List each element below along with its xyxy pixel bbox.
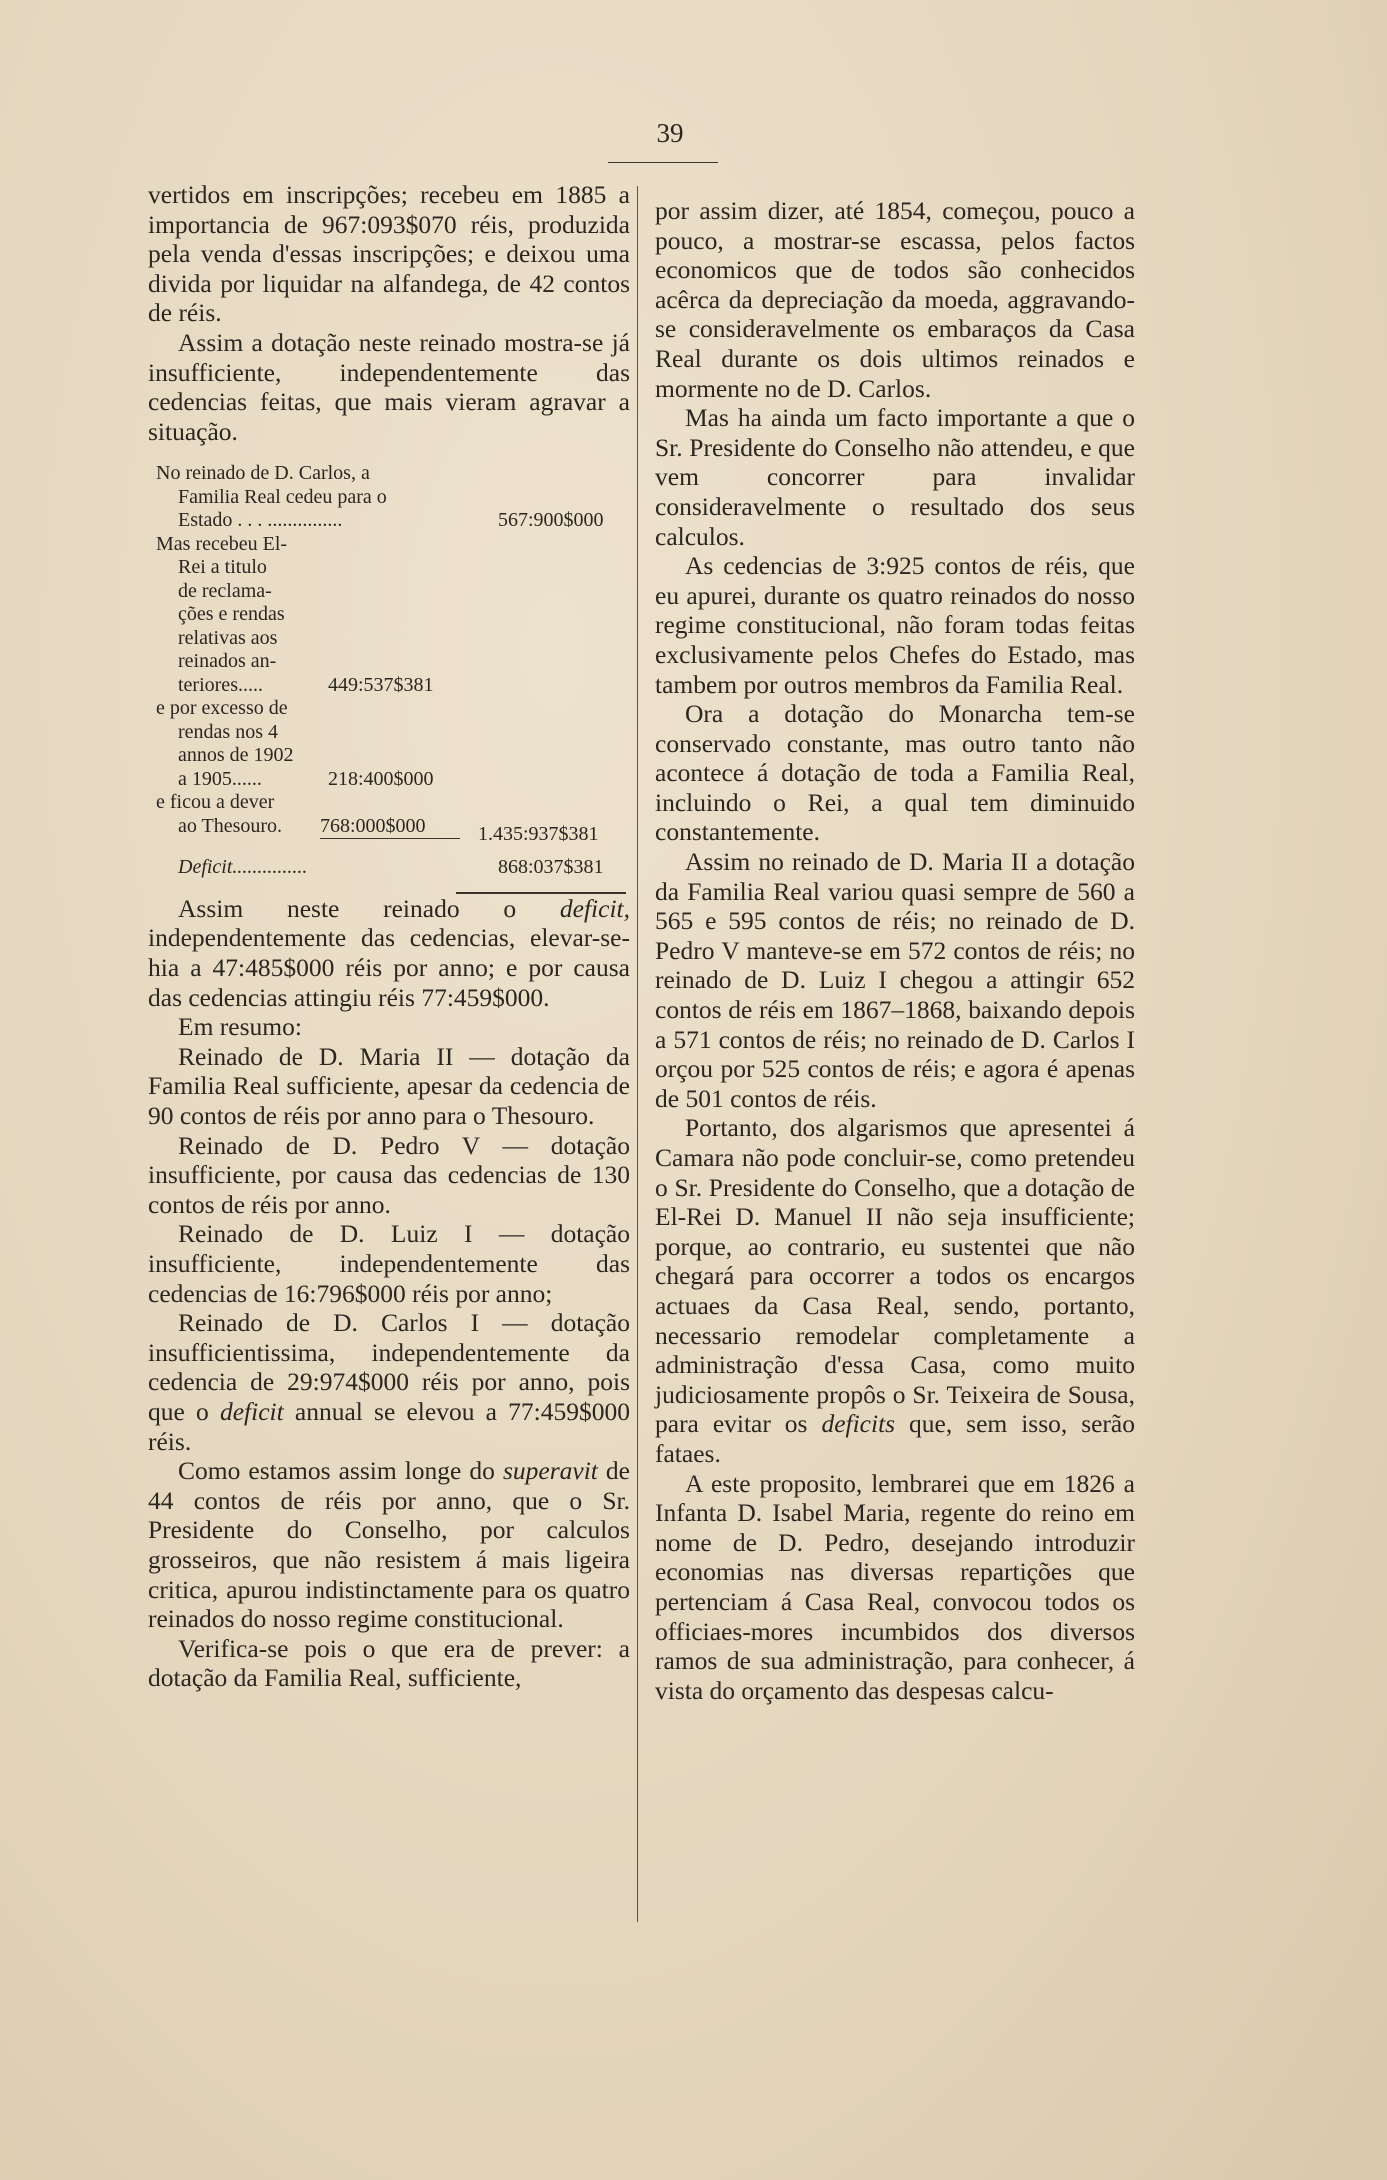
right-column — [655, 196, 1135, 1705]
left-column — [148, 180, 630, 1693]
account-value: 218:400$000 — [328, 767, 434, 790]
account-text: e por excesso de — [156, 697, 288, 720]
paragraph: As cedencias de 3:925 contos de réis, que eu apurei, durante os quatro reinados do nosso regime constitucional, não foram todas feitas exclusivamente pelos Chefes do Estado, mas tambem por outros membros da Familia Real. — [655, 551, 1135, 699]
deficit-label: Deficit............... — [178, 856, 308, 879]
account-text: Familia Real cedeu para o — [178, 485, 387, 508]
account-text: Rei a titulo — [178, 556, 267, 579]
account-text: de reclama- — [178, 579, 272, 602]
account-value: 449:537$381 — [328, 673, 434, 696]
account-value: 768:000$000 — [320, 815, 460, 840]
account-text: reinados an- — [178, 650, 277, 673]
account-text: ao Thesouro. — [178, 814, 283, 837]
paragraph: Mas ha ainda um facto importante a que o Sr. Presidente do Conselho não attendeu, e que vem concorrer para invalidar consideravelmente o resultado dos seus calculos. — [655, 403, 1135, 551]
account-text: ções e rendas — [178, 603, 285, 626]
account-text: relativas aos — [178, 626, 278, 649]
paragraph: Em resumo: — [178, 1012, 302, 1042]
column-divider — [637, 186, 638, 1922]
paragraph: Reinado de D. Maria II — dotação da Familia Real sufficiente, apesar da cedencia de 90 contos de réis por anno para o Thesouro. — [148, 1041, 630, 1130]
account-text: No reinado de D. Carlos, a — [156, 462, 370, 485]
paragraph: Reinado de D. Pedro V — dotação insufficiente, por causa das cedencias de 130 contos de réis por anno. — [148, 1130, 630, 1219]
account-text: a 1905...... — [178, 767, 262, 790]
paragraph: Portanto, dos algarismos que apresentei á Camara não pode concluir-se, como pretendeu o Sr. Presidente do Conselho, que a dotação de El-Rei D. Manuel II não seja insufficiente; porque, ao contrario, eu sustentei que não chegará para occorrer a todos os encargos actuaes da Casa Real, sendo, portanto, necessario remodelar completamente a administração d'essa Casa, como muito judiciosamente propôs o Sr. Teixeira de Sousa, para evitar os deficits que, sem isso, serão fataes. — [655, 1113, 1135, 1468]
paragraph: Reinado de D. Luiz I — dotação insufficiente, independentemente das cedencias de 16:796$000 réis por anno; — [148, 1219, 630, 1308]
paragraph: vertidos em inscripções; recebeu em 1885 a importancia de 967:093$070 réis, produzida pela venda d'essas inscripções; e deixou uma divida por liquidar na alfandega, de 42 contos de réis. — [148, 180, 630, 328]
page-number: 39 — [656, 118, 684, 148]
account-text: rendas nos 4 — [178, 720, 278, 743]
total-rule — [456, 892, 626, 894]
deficit-value: 868:037$381 — [498, 856, 604, 879]
page-number-rule — [608, 162, 718, 163]
account-text: annos de 1902 — [178, 744, 294, 767]
paragraph: Verifica-se pois o que era de prever: a dotação da Familia Real, sufficiente, — [148, 1633, 630, 1693]
account-text: e ficou a dever — [156, 791, 275, 814]
paragraph: Reinado de D. Carlos I — dotação insufficientissima, independentemente da cedencia de 29:974$000 réis por anno, pois que o deficit annual se elevou a 77:459$000 réis. — [148, 1308, 630, 1456]
account-total: 1.435:937$381 — [478, 822, 599, 845]
accounts-table — [148, 462, 630, 880]
paragraph: A este proposito, lembrarei que em 1826 a Infanta D. Isabel Maria, regente do reino em nome de D. Pedro, desejando introduzir economias nas diversas repartições que pertenciam á Casa Real, convocou todos os officiaes-mores incumbidos dos diversos ramos de sua administração, para conhecer, á vista do orçamento das despesas calcu- — [655, 1468, 1135, 1705]
paragraph: Como estamos assim longe do superavit de 44 contos de réis por anno, que o Sr. Presidente do Conselho, por calculos grosseiros, que não resistem á mais ligeira critica, apurou indistinctamente para os quatro reinados do nosso regime constitucional. — [148, 1456, 630, 1634]
paragraph: por assim dizer, até 1854, começou, pouco a pouco, a mostrar-se escassa, pelos factos economicos que de todos são conhecidos acêrca da depreciação da moeda, aggravando-se consideravelmente os embaraços da Casa Real durante os dois ultimos reinados e mormente no de D. Carlos. — [655, 196, 1135, 403]
paragraph: Assim no reinado de D. Maria II a dotação da Familia Real variou quasi sempre de 560 a 565 e 595 contos de réis; no reinado de D. Pedro V manteve-se em 572 contos de réis; no reinado de D. Luiz I chegou a attingir 652 contos de réis em 1867–1868, baixando depois a 571 contos de réis; no reinado de D. Carlos I orçou por 525 contos de réis; e agora é apenas de 501 contos de réis. — [655, 847, 1135, 1113]
paragraph: Assim neste reinado o deficit, independentemente das cedencias, elevar-se-hia a 47:485$000 réis por anno; e por causa das cedencias attingiu réis 77:459$000. — [148, 893, 630, 1012]
account-text: Mas recebeu El- — [156, 532, 288, 555]
paragraph: Assim a dotação neste reinado mostra-se já insufficiente, independentemente das cedencias feitas, que mais vieram agravar a situação. — [148, 327, 630, 446]
paragraph: Ora a dotação do Monarcha tem-se conservado constante, mas outro tanto não acontece á dotação de toda a Familia Real, incluindo o Rei, a qual tem diminuido constantemente. — [655, 699, 1135, 847]
account-text: Estado . . . ............... — [178, 509, 343, 532]
account-text: teriores..... — [178, 673, 263, 696]
account-value: 567:900$000 — [498, 509, 604, 532]
